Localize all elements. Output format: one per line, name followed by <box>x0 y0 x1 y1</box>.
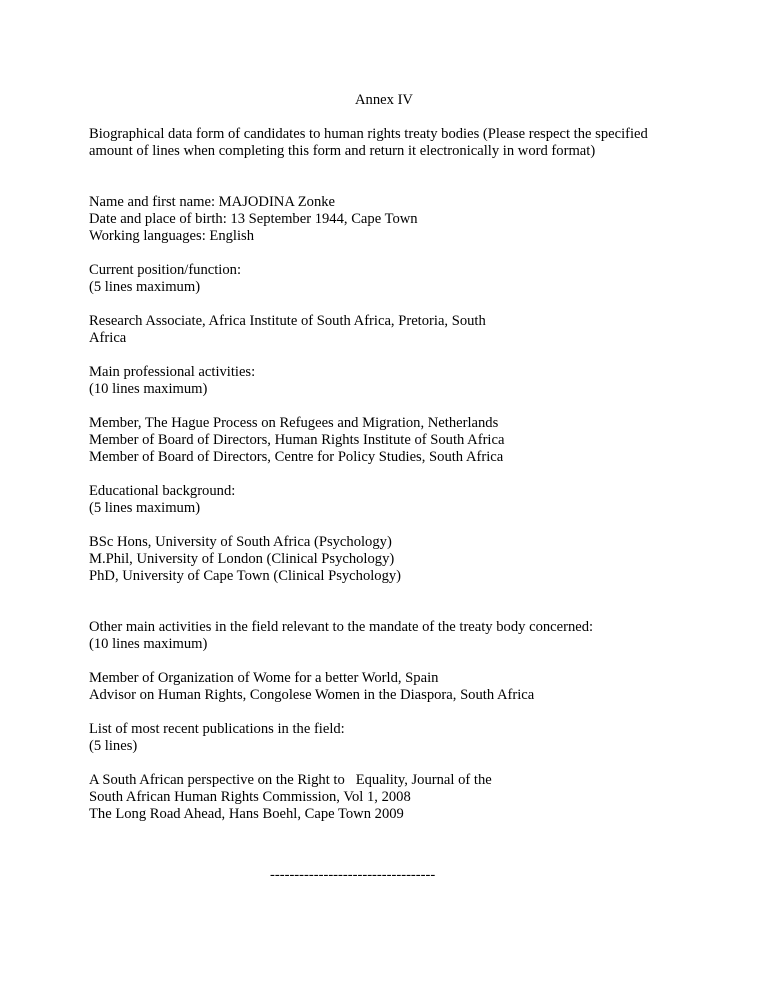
intro-line-1: Biographical data form of candidates to human rights treaty bodies (Please respect the specified <box>89 126 648 142</box>
publications-limit: (5 lines) <box>89 738 138 754</box>
other-activity-line: Advisor on Human Rights, Congolese Women in the Diaspora, South Africa <box>89 687 535 703</box>
publication-line: South African Human Rights Commission, Vol 1, 2008 <box>89 789 411 805</box>
education-limit: (5 lines maximum) <box>89 500 201 516</box>
footer-dashed-rule: ---------------------------------- <box>270 867 436 883</box>
other-activities-heading: Other main activities in the field relevant to the mandate of the treaty body concerned: <box>89 619 594 635</box>
other-activities-limit: (10 lines maximum) <box>89 636 208 652</box>
annex-title: Annex IV <box>355 92 413 108</box>
intro-line-2: amount of lines when completing this form and return it electronically in word format) <box>89 143 596 159</box>
current-position-line: Research Associate, Africa Institute of South Africa, Pretoria, South <box>89 313 486 329</box>
education-heading: Educational background: <box>89 483 236 499</box>
publication-line: The Long Road Ahead, Hans Boehl, Cape Town 2009 <box>89 806 404 822</box>
professional-activity-line: Member, The Hague Process on Refugees and Migration, Netherlands <box>89 415 499 431</box>
education-line: PhD, University of Cape Town (Clinical Psychology) <box>89 568 402 584</box>
publications-heading: List of most recent publications in the field: <box>89 721 345 737</box>
current-position-limit: (5 lines maximum) <box>89 279 201 295</box>
professional-activity-line: Member of Board of Directors, Centre for Policy Studies, South Africa <box>89 449 504 465</box>
professional-activities-limit: (10 lines maximum) <box>89 381 208 397</box>
birth-field: Date and place of birth: 13 September 1944, Cape Town <box>89 211 418 227</box>
education-line: M.Phil, University of London (Clinical Psychology) <box>89 551 395 567</box>
professional-activities-heading: Main professional activities: <box>89 364 256 380</box>
current-position-line: Africa <box>89 330 127 346</box>
education-line: BSc Hons, University of South Africa (Psychology) <box>89 534 392 550</box>
publication-line: A South African perspective on the Right to Equality, Journal of the <box>89 772 492 788</box>
professional-activity-line: Member of Board of Directors, Human Rights Institute of South Africa <box>89 432 505 448</box>
current-position-heading: Current position/function: <box>89 262 242 278</box>
other-activity-line: Member of Organization of Wome for a better World, Spain <box>89 670 439 686</box>
name-field: Name and first name: MAJODINA Zonke <box>89 194 336 210</box>
languages-field: Working languages: English <box>89 228 255 244</box>
